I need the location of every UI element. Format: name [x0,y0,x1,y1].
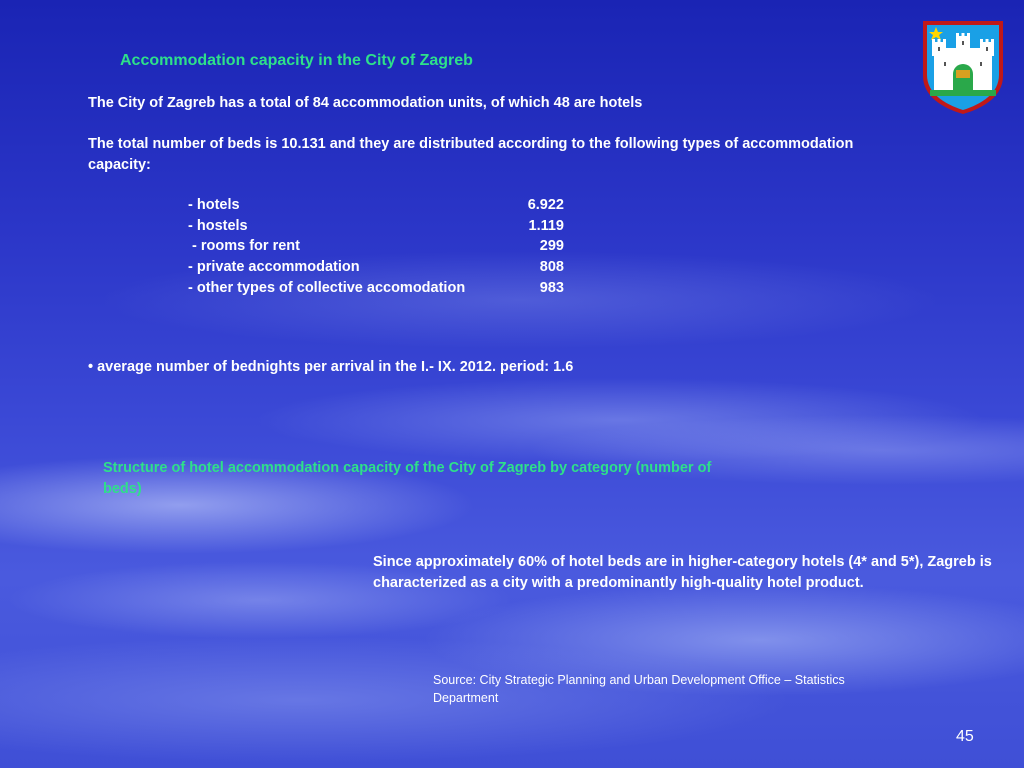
bed-type-value: 808 [539,259,564,276]
list-item [188,257,564,278]
zagreb-coat-of-arms-icon [920,18,1006,116]
bed-type-label: - hostels [188,217,248,234]
conclusion-text: Since approximately 60% of hotel beds are in higher-category hotels (4* and 5*), Zagreb is characterized as a city with a predominantly high-quality hotel product. [373,554,992,591]
page-number: 45 [956,728,974,745]
list-item [188,195,564,216]
bed-type-list [188,195,564,299]
bed-type-value: 1.119 [528,217,564,234]
beds-total-text: The total number of beds is 10.131 and they are distributed according to the following types of accommodation capacity: [88,136,854,173]
structure-heading: Structure of hotel accommodation capacity of the City of Zagreb by category (number of beds) [103,460,712,497]
bed-type-label: - other types of collective accomodation [188,279,466,296]
bed-type-label: - rooms for rent [188,238,300,255]
bed-type-value: 983 [539,279,564,296]
slide-title: Accommodation capacity in the City of Zagreb [120,52,473,69]
list-item [188,236,564,257]
bednights-bullet: • average number of bednights per arrival in the I.- IX. 2012. period: 1.6 [88,359,574,375]
bed-type-value: 6.922 [527,197,564,213]
source-note: Source: City Strategic Planning and Urban Development Office – Statistics Department [433,673,845,705]
bed-type-value: 299 [539,238,564,255]
list-item [188,278,564,299]
bed-type-label: - private accommodation [188,259,360,276]
bed-type-label: - hotels [188,197,240,213]
list-item [188,216,564,237]
intro-text: The City of Zagreb has a total of 84 accommodation units, of which 48 are hotels [88,95,643,111]
